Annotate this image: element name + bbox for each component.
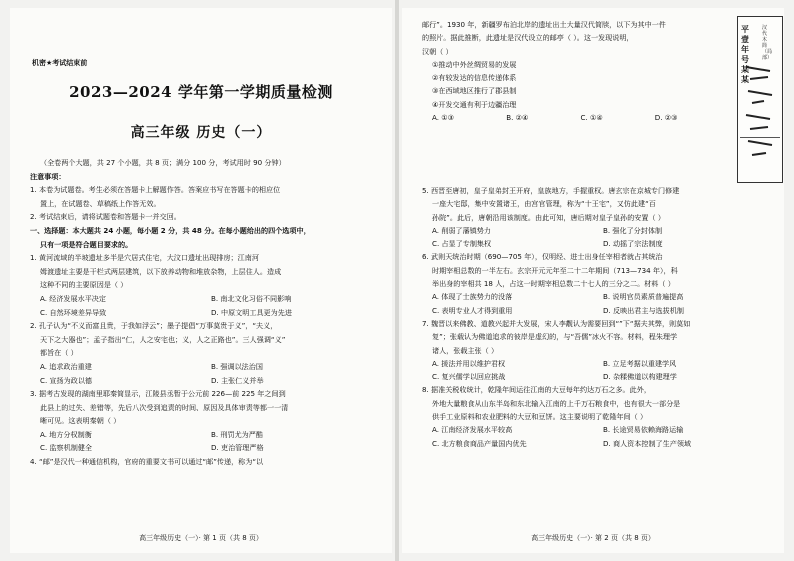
question-2-options	[30, 360, 382, 374]
question-2-stem: 都旨在（ ）	[40, 348, 78, 358]
question-8-options	[422, 437, 774, 450]
option-a: A. 援法并用以维护君权	[432, 358, 506, 368]
question-7-stem: 诸人，张载主张（ ）	[432, 345, 499, 355]
q4-item: ②有较发达的信息传递体系	[432, 73, 517, 83]
option-c: C. 自然环境差异导致	[40, 307, 107, 317]
option-d: D. 反映出君主与选拔机制	[603, 305, 684, 315]
section-heading: 一、选择题：本大题共 24 小题，每小题 2 分，共 48 分。在每小题给出的四个选项中，	[30, 225, 311, 235]
question-8-options	[422, 423, 774, 436]
question-4-continued	[422, 18, 729, 124]
option-a: A. 体现了士族势力的没落	[432, 292, 513, 302]
option-c: C. 占显了专制集权	[432, 239, 492, 249]
q4-item: ④开发交通有利于边疆治理	[432, 99, 517, 109]
slip-caption: 汉代木简（局部）	[762, 25, 773, 61]
option-a: A. 追求政治重建	[40, 361, 92, 371]
option-d: D. 主张仁义并举	[211, 375, 264, 385]
question-7-stem: 复”；张载认为佛道追求的彼岸是虚幻的，与“吾儒”冰火不容。材料，程朱理学	[432, 332, 678, 342]
questions-5-8	[422, 184, 774, 450]
exam-info: （全卷两个大题，共 27 个小题，共 8 页；满分 100 分，考试用时 90 分钟）	[40, 158, 286, 167]
option-d: D. 中原文明工具更为先进	[211, 307, 292, 317]
option-b: B. 说明官员素质普遍提高	[603, 292, 684, 302]
slip-inscription: 平壹年号某某	[741, 25, 749, 84]
question-7-options	[422, 357, 774, 370]
option-a: A. 江南经济发展水平较高	[432, 425, 513, 435]
question-4-stem: 邮行”。1930 年，新疆罗布泊北岸的遗址出土大量汉代简牍，以下为其中一件	[422, 20, 666, 29]
exam-subtitle: 高三年级 历史（一）	[130, 125, 272, 141]
option-b: B. 强调以法治国	[211, 361, 263, 371]
question-4-options	[422, 111, 729, 124]
question-2-stem: 天下之大器也”；孟子指出“仁，人之安宅也；义，人之正路也”。三人强调“义”	[40, 334, 286, 344]
question-3-stem: 3. 据考古发现的湖南里耶秦简显示，江陵县丞暂于公元前 226—前 225 年之间到	[30, 389, 286, 399]
question-1-stem: 1. 黄河流域的半坡遗址多半是穴居式住宅，大汶口遗址出现排房；江南河	[30, 253, 259, 263]
question-6-stem: 时期宰相总数的一半左右。玄宗开元元年至二十二年期间（713—734 年），科	[432, 265, 678, 275]
question-7-stem: 7. 魏晋以来佛教、道教兴起并大发展，宋人李觏认为需要回到“”下“据夫其弊，则莫如	[422, 318, 691, 328]
option-a: A. 削弱了藩镇势力	[432, 225, 491, 235]
option-a: A. 经济发展水平决定	[40, 293, 106, 303]
q4-item: ①推动中外丝绸贸易的发展	[432, 59, 517, 69]
note-line: 2. 考试结束后，请将试题卷和答题卡一并交回。	[30, 212, 181, 222]
option-b: B. 刑罚尤为严酷	[211, 429, 263, 439]
confidential-mark: 机密★考试结束前	[32, 59, 88, 67]
question-3-options	[30, 441, 382, 455]
page-gutter	[395, 0, 399, 561]
option-d: D. 吏治管理严格	[211, 443, 264, 453]
question-8-stem: 供手工业原料和农业肥料的大豆和豆饼。这主要说明了乾隆年间（ ）	[432, 412, 648, 422]
question-2-stem: 2. 孔子认为“不义而富且贵，于我如浮云”；墨子提倡“万事莫贵于义”，“夫义，	[30, 321, 278, 331]
question-6-stem: 举出身的宰相共 18 人，占这一时期宰相总数二十七人的三分之二。材料（ ）	[432, 279, 675, 289]
option-d: D. 杂糅佛道以构建理学	[603, 372, 677, 382]
exam-content	[30, 156, 382, 469]
question-6-options	[422, 290, 774, 303]
question-8-stem: 外地大量粮食从山东半岛和东北输入江南的上千万石粮食中，也有很大一部分是	[432, 398, 681, 408]
option-c: C. 监察机制健全	[40, 443, 93, 453]
question-8-stem: 8. 据准关税收统计，乾隆年间运往江南的大豆每年约达万石之多。此外，	[422, 385, 651, 395]
option-b: B. 强化了分封体制	[603, 225, 663, 235]
question-6-options	[422, 304, 774, 317]
page-footer: 高三年级历史（一）· 第 2 页（共 8 页）	[531, 534, 655, 542]
question-5-stem: 孙院”。此后，唐朝沿用该制度。由此可知，唐后期对皇子皇孙的安置（ ）	[432, 212, 665, 222]
question-5-stem: 5. 西晋至唐初，皇子皇弟封王开府，皇族地方，手握重权。唐玄宗在京城专门修建	[422, 186, 680, 195]
option-c: C. 北方粮食商品产量国内优先	[432, 438, 527, 448]
option-c: C. 表明专业人才得到重用	[432, 305, 513, 315]
note-line: 1. 本卷为试题卷。考生必须在答题卡上解题作答。答案应书写在答题卡的相应位	[30, 185, 281, 195]
exam-title: 2023—2024 学年第一学期质量检测	[69, 83, 333, 101]
exam-page-1	[10, 8, 392, 553]
question-5-options	[422, 224, 774, 237]
option-c: C. 宣扬为政以德	[40, 375, 93, 385]
question-1-options	[30, 292, 382, 306]
section-heading: 只有一项是符合题目要求的。	[40, 239, 133, 249]
page-footer: 高三年级历史（一）· 第 1 页（共 8 页）	[139, 534, 263, 542]
question-4-stem: 的照片。据此推断，此遗址是汉代设立的邮亭（ ）。这一发现说明，	[422, 33, 634, 43]
question-5-options	[422, 237, 774, 250]
option-d: D. ②③	[654, 113, 678, 123]
question-2-options	[30, 374, 382, 388]
option-d: D. 动摇了宗法制度	[603, 239, 663, 249]
question-1-stem: 这种不同的主要原因是（ ）	[40, 280, 128, 290]
question-6-stem: 6. 武则天统治时期（690—705 年），仅明经、进士出身任宰相者就占其统治	[422, 252, 663, 262]
question-7-options	[422, 370, 774, 383]
exam-page-2	[402, 8, 784, 553]
bamboo-slip-image	[737, 16, 783, 183]
notes-heading: 注意事项：	[30, 171, 66, 181]
question-1-stem: 姆渡遗址主要是干栏式两层建筑，以下放养动物和堆放杂物，上层住人。造成	[40, 266, 282, 276]
question-5-stem: 一座大宅邸，集中安置诸王，由宫官管理，称为“十王宅”，又仿此建“百	[432, 199, 656, 209]
note-line: 置上，在试题卷、草稿纸上作答无效。	[40, 198, 161, 208]
option-c: C. ①④	[580, 113, 603, 123]
question-3-stem: 此县上的过失、差错等，先后八次受到追责的时间、原因及具体审责等都一一清	[40, 402, 289, 412]
question-1-options	[30, 306, 382, 320]
option-d: D. 商人资本控制了生产领域	[603, 438, 692, 448]
question-4-stem: 4. “邮”是汉代一种通信机构，官府的重要文书可以通过“邮”传递，称为“以	[30, 457, 264, 467]
q4-item: ③在西域地区推行了郡县制	[432, 86, 517, 96]
option-b: B. ②④	[506, 113, 529, 123]
option-c: C. 复兴儒学以回应挑战	[432, 372, 506, 382]
option-b: B. 立足考据以重建学风	[603, 358, 677, 368]
question-3-stem: 晰可见。这表明秦朝（ ）	[40, 416, 121, 426]
option-b: B. 南北文化习俗不同影响	[211, 293, 292, 303]
option-b: B. 长途贸易依赖海路运输	[603, 425, 684, 435]
question-3-options	[30, 428, 382, 442]
option-a: A. 地方分权制衡	[40, 429, 92, 439]
option-a: A. ①③	[432, 113, 454, 123]
question-4-stem: 汉朝（ ）	[422, 46, 453, 56]
slip-frame	[740, 137, 780, 178]
